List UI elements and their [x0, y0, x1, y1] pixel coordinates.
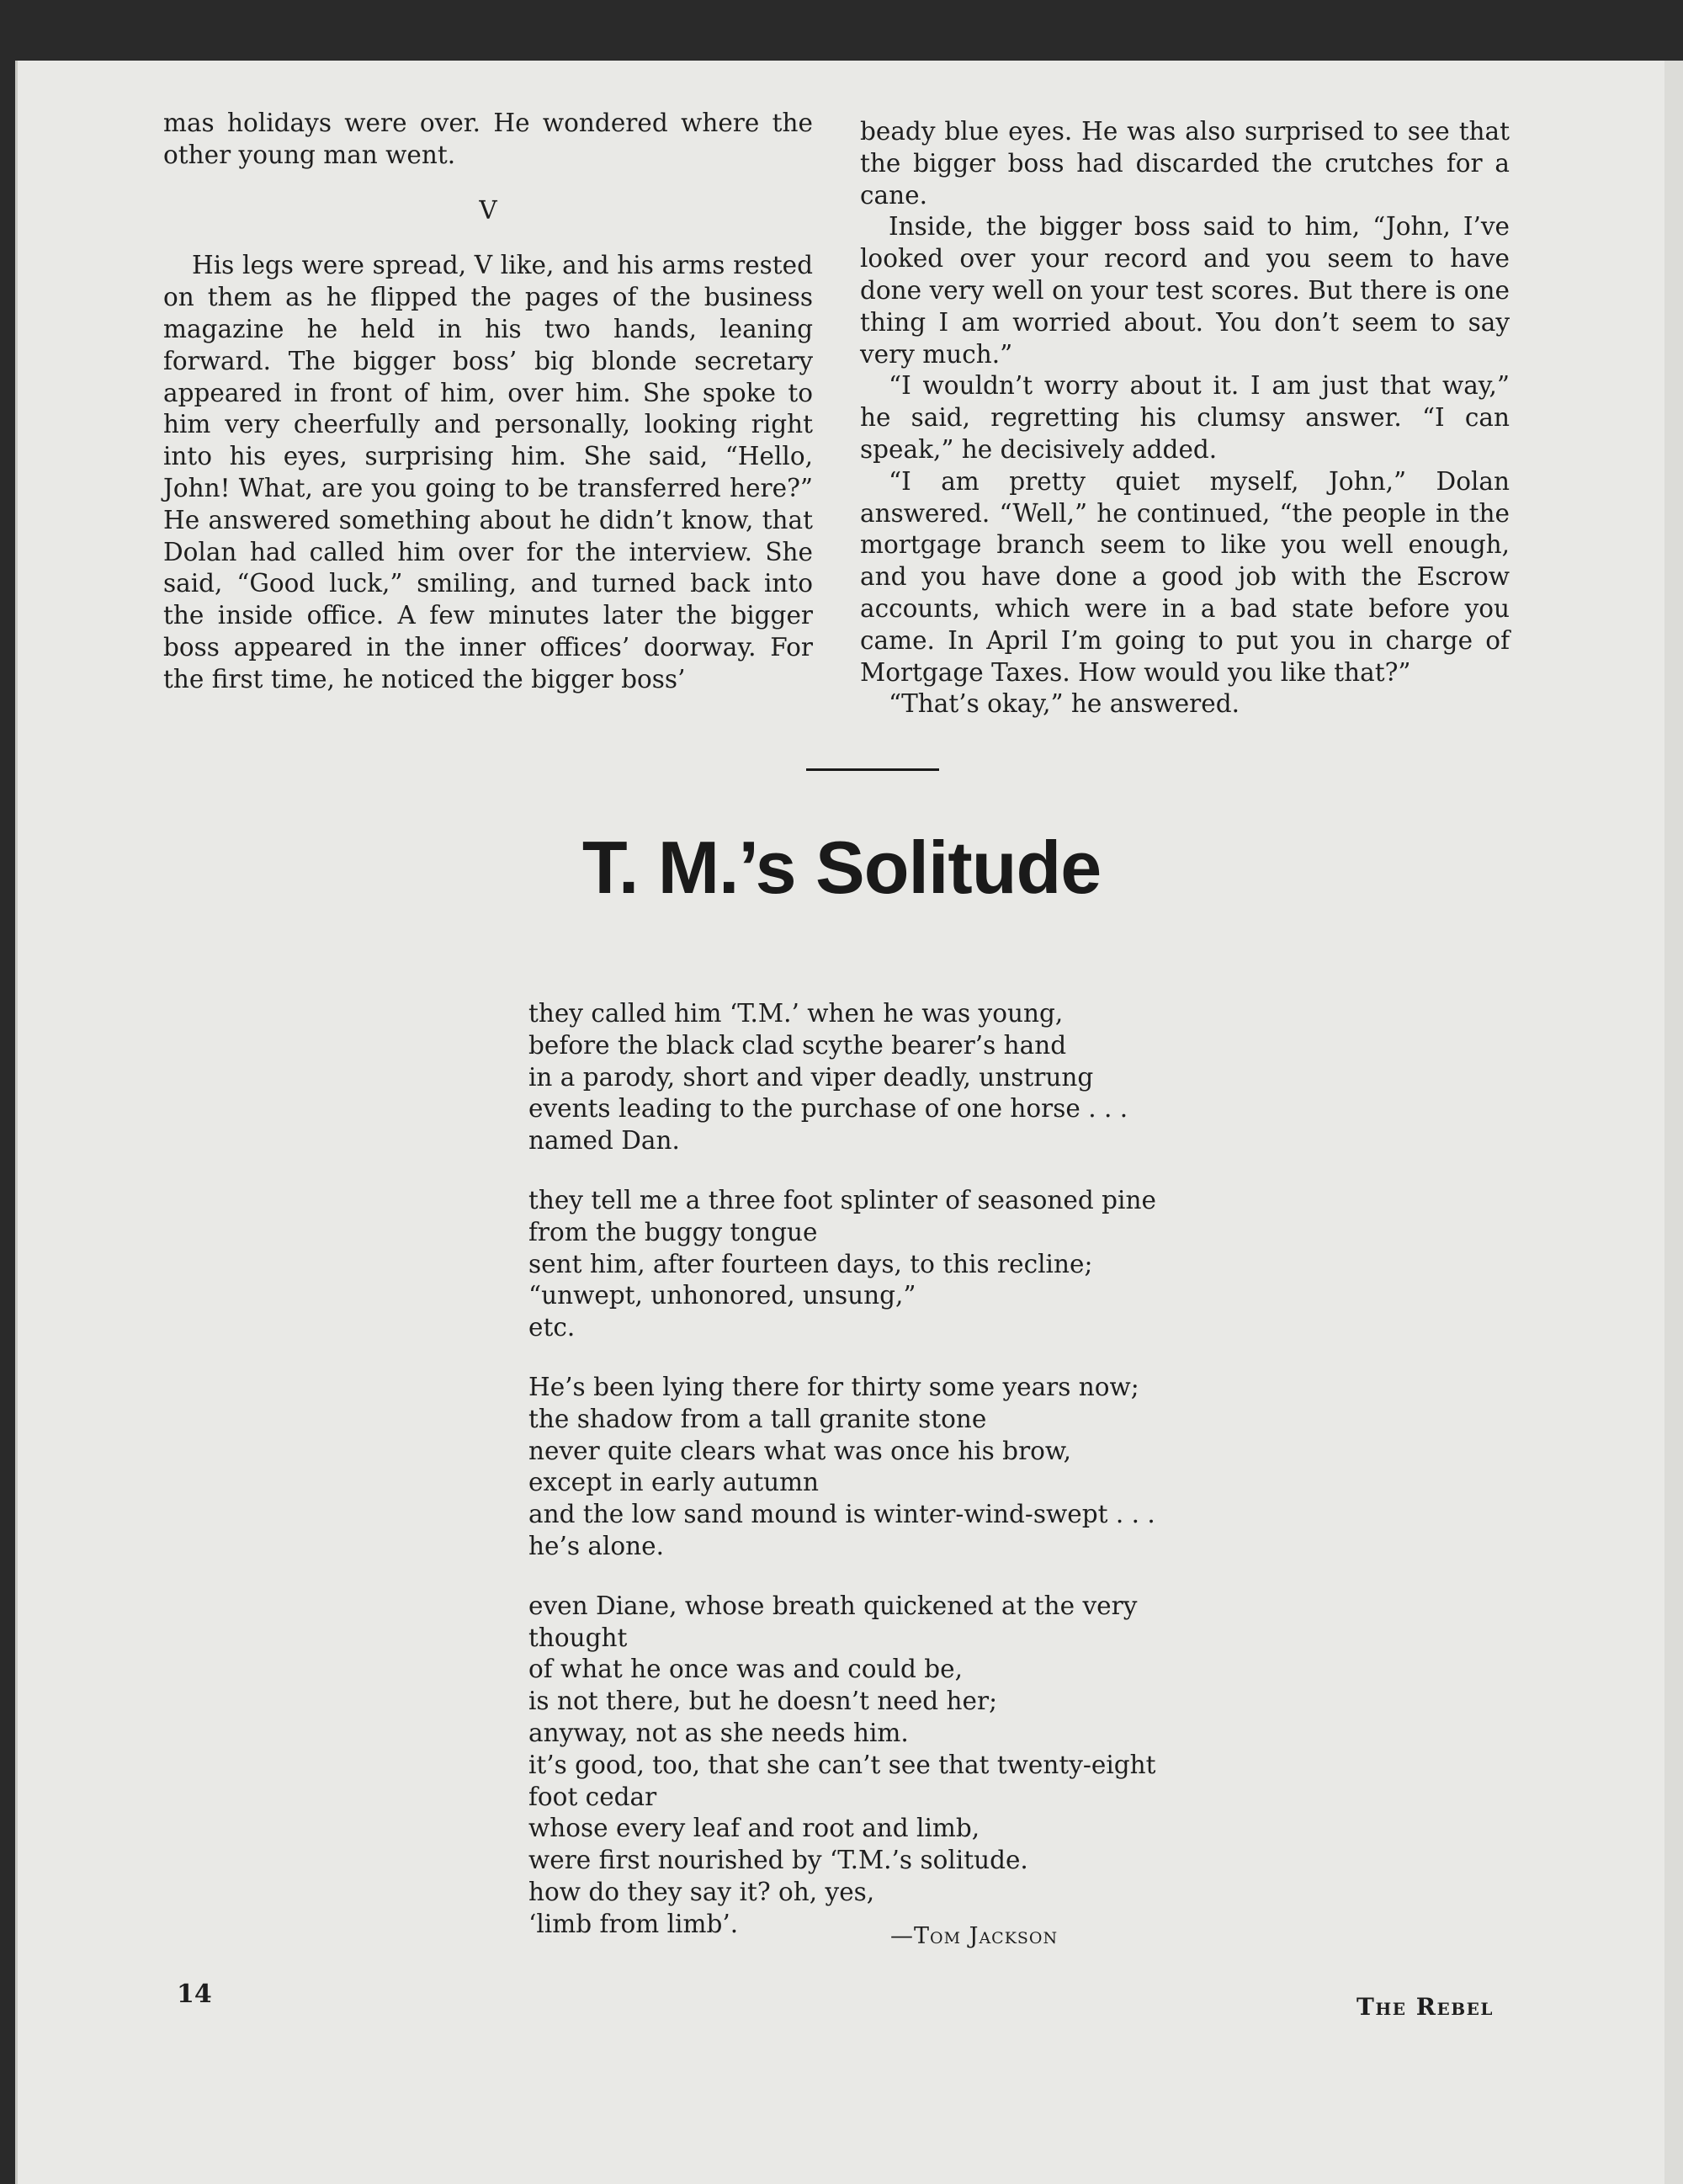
- poem-line: He’s been lying there for thirty some years now;: [528, 1372, 1139, 1401]
- story-paragraph: Inside, the bigger boss said to him, “John, I’ve looked over your record and you seem to have done very well on your test scores. But there is one thing I am worried about. You don’t seem to say very much.”: [860, 212, 1510, 369]
- poem-line: it’s good, too, that she can’t see that twenty-eight: [528, 1750, 1156, 1779]
- poem-line: anyway, not as she needs him.: [528, 1718, 909, 1747]
- poem-stanza: [528, 1185, 1168, 1344]
- poem-line: were first nourished by ‘T.M.’s solitude.: [528, 1846, 1028, 1875]
- poem-line: never quite clears what was once his brow,: [528, 1436, 1072, 1465]
- poem-line: in a parody, short and viper deadly, unstrung: [528, 1062, 1094, 1092]
- poem-line: and the low sand mound is winter-wind-swept . . .: [528, 1500, 1155, 1529]
- poem-line: ‘limb from limb’.: [528, 1909, 739, 1938]
- poem-line: foot cedar: [528, 1782, 657, 1811]
- poem-stanza: [528, 1591, 1168, 1941]
- poem-body: [528, 998, 1168, 1969]
- poem-line: of what he once was and could be,: [528, 1655, 963, 1684]
- story-column-left: [163, 108, 813, 696]
- poem-stanza: [528, 998, 1168, 1157]
- story-paragraph: beady blue eyes. He was also surprised to see that the bigger boss had discarded the crutches for a cane.: [860, 117, 1510, 210]
- poem-line: is not there, but he doesn’t need her;: [528, 1687, 998, 1716]
- poem-line: whose every leaf and root and limb,: [528, 1814, 980, 1843]
- poem-line: sent him, after fourteen days, to this recline;: [528, 1249, 1093, 1278]
- poem-stanza: [528, 1372, 1168, 1563]
- poem-line: how do they say it? oh, yes,: [528, 1877, 875, 1906]
- section-divider: [806, 768, 939, 771]
- poem-line: except in early autumn: [528, 1468, 820, 1497]
- poem-line: events leading to the purchase of one horse . . .: [528, 1094, 1128, 1124]
- poem-line: named Dan.: [528, 1126, 680, 1156]
- poem-line: he’s alone.: [528, 1531, 664, 1560]
- story-paragraph: “I wouldn’t worry about it. I am just that way,” he said, regretting his clumsy answer. “I can speak,” he decisively added.: [860, 371, 1510, 464]
- story-paragraph: His legs were spread, V like, and his arms rested on them as he flipped the pages of the business magazine he held in his two hands, leaning forward. The bigger boss’ big blonde secretary appeared in front of him, over him. She spoke to him very cheerfully and personally, looking right into his eyes, surprising him. She said, “Hello, John! What, are you going to be transferred here?” He answered something about he didn’t know, that Dolan had called him over for the interview. She said, “Good luck,” smiling, and turned back into the inside office. A few minutes later the bigger boss appeared in the inner offices’ doorway. For the first time, he noticed the bigger boss’: [163, 251, 813, 693]
- story-paragraph: “I am pretty quiet myself, John,” Dolan answered. “Well,” he continued, “the people in the mortgage branch seem to like you well enough, and you have done a good job with the Escrow accounts, which were in a bad state before you came. In April I’m going to put you in charge of Mortgage Taxes. How would you like that?”: [860, 466, 1510, 687]
- poem-line: “unwept, unhonored, unsung,”: [528, 1281, 916, 1310]
- magazine-name: The Rebel: [1356, 1993, 1494, 2021]
- page-number: 14: [177, 1979, 212, 2009]
- poem-title: T. M.’s Solitude: [581, 826, 1102, 909]
- poem-line: they called him ‘T.M.’ when he was young,: [528, 999, 1064, 1028]
- story-column-right: [860, 116, 1510, 720]
- next-page-edge: [1664, 61, 1683, 2184]
- poem-line: the shadow from a tall granite stone: [528, 1404, 987, 1433]
- poem-line: from the buggy tongue: [528, 1217, 818, 1246]
- poem-line: thought: [528, 1623, 628, 1652]
- story-paragraph: mas holidays were over. He wondered where the other young man went.: [163, 109, 813, 169]
- poem-author: —Tom Jackson: [890, 1923, 1059, 1949]
- story-paragraph: “That’s okay,” he answered.: [889, 689, 1240, 719]
- poem-line: etc.: [528, 1313, 576, 1342]
- poem-line: they tell me a three foot splinter of seasoned pine: [528, 1185, 1156, 1214]
- poem-line: even Diane, whose breath quickened at the very: [528, 1591, 1138, 1620]
- poem-line: before the black clad scythe bearer’s hand: [528, 1030, 1067, 1060]
- section-number: V: [479, 195, 497, 225]
